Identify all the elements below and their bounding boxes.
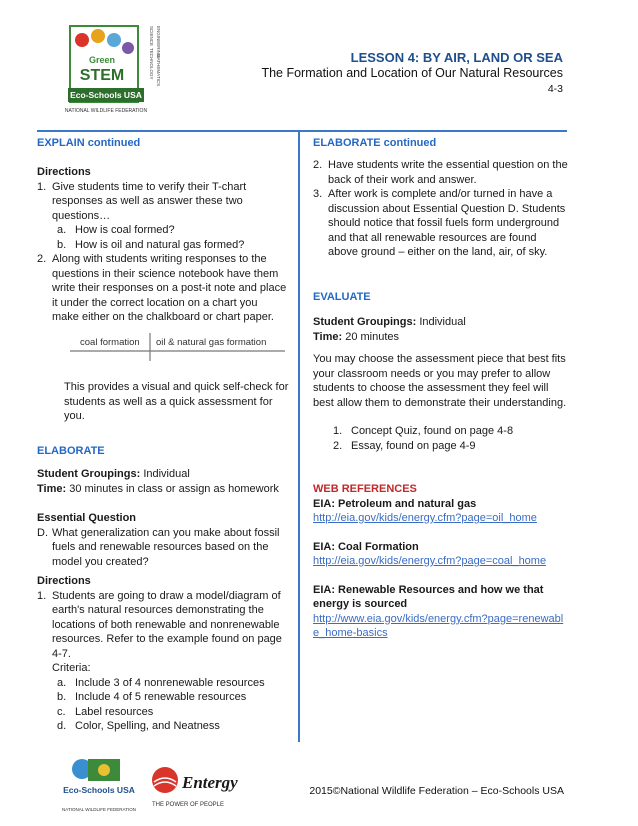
list-item: a. Include 3 of 4 nonrenewable resources bbox=[57, 676, 265, 689]
list-item: 2. Have students write the essential question on the back of their work and answer. bbox=[313, 159, 568, 186]
logo-stem-text: STEM bbox=[79, 67, 125, 84]
list-item: 1. Give students time to verify their T-chart responses as well as answer these two questions… bbox=[37, 180, 247, 222]
list-item: a. How is coal formed? bbox=[57, 224, 175, 236]
directions-heading: Directions bbox=[37, 166, 91, 178]
footer-nwf-text: NATIONAL WILDLIFE FEDERATION bbox=[62, 807, 136, 812]
logo-engineering-text: ENGINEERING bbox=[156, 26, 161, 58]
directions-heading: Directions bbox=[37, 575, 91, 587]
web-references-heading: WEB REFERENCES bbox=[313, 483, 417, 495]
column-divider bbox=[298, 132, 300, 742]
ref-title: EIA: Coal Formation bbox=[313, 540, 419, 553]
t-chart-example bbox=[70, 331, 285, 361]
elaborate-section bbox=[37, 444, 287, 459]
list-item: b. Include 4 of 5 renewable resources bbox=[57, 691, 247, 703]
evaluate-heading: EVALUATE bbox=[313, 291, 371, 303]
explain-directions bbox=[37, 165, 287, 325]
list-item: 3. After work is complete and/or turned in have a discussion about Essential Question D. Students should notice that fossil fuels form underground and that all renewable resources are found above ground – either on the land, air, of sky. bbox=[313, 188, 566, 258]
assessment-list bbox=[313, 424, 568, 453]
elaborate-directions bbox=[37, 574, 287, 734]
evaluate-section bbox=[313, 290, 568, 305]
ref-link-coal[interactable]: http://eia.gov/kids/energy.cfm?page=coal_home bbox=[313, 555, 547, 567]
logo-technology-text: TECHNOLOGY bbox=[149, 48, 154, 80]
page-number: 4-3 bbox=[547, 83, 563, 95]
logo-mathematics-text: MATHEMATICS bbox=[156, 54, 161, 87]
logo-green-text: Green bbox=[88, 55, 116, 65]
elaborate-continued-section bbox=[313, 136, 568, 151]
list-item: 1. Concept Quiz, found on page 4-8 bbox=[333, 425, 514, 437]
criteria-label: Criteria: bbox=[52, 662, 91, 674]
list-item: c. Label resources bbox=[57, 705, 154, 718]
groupings-line: Student Groupings: Individual bbox=[313, 316, 466, 328]
logo-ecoschools-text: Eco-Schools USA bbox=[70, 90, 142, 100]
header-rule bbox=[37, 130, 567, 132]
list-item: 2. Along with students writing responses to the questions in their science notebook have them write their responses on a post-it note and place it under the correct location on a chart you make either on the chalkboard or chart paper. bbox=[37, 253, 287, 323]
eco-schools-footer-logo bbox=[58, 755, 140, 817]
lesson-title: LESSON 4: BY AIR, LAND OR SEA bbox=[350, 50, 563, 65]
list-item: b. How is oil and natural gas formed? bbox=[57, 238, 245, 251]
time-line: Time: 30 minutes in class or assign as homework bbox=[37, 482, 279, 495]
ref-title: EIA: Renewable Resources and how we that energy is sourced bbox=[313, 583, 544, 610]
list-item: 1. Students are going to draw a model/diagram of earth's natural resources demonstrating the locations of both renewable and nonrenewable resources. Refer to the example found on page 4-7. bbox=[37, 589, 282, 660]
ref-link-renewable[interactable]: http://www.eia.gov/kids/energy.cfm?page=renewable_home-basics bbox=[313, 612, 564, 639]
time-line: Time: 20 minutes bbox=[313, 330, 400, 343]
essential-question-heading: Essential Question bbox=[37, 512, 137, 524]
list-item: 2. Essay, found on page 4-9 bbox=[333, 439, 476, 452]
ref-link-oil[interactable]: http://eia.gov/kids/energy.cfm?page=oil_home bbox=[313, 512, 537, 524]
entergy-name: Entergy bbox=[182, 773, 238, 792]
tchart-coal-label: coal formation bbox=[80, 337, 140, 348]
list-item: D. What generalization can you make about fossil fuels and renewable resources based on the model you created? bbox=[37, 526, 280, 568]
elaborate-continued-list bbox=[313, 158, 568, 260]
elaborate-heading: ELABORATE bbox=[37, 445, 105, 457]
copyright-text: 2015©National Wildlife Federation – Eco-Schools USA bbox=[309, 785, 564, 797]
logo-science-text: SCIENCE bbox=[149, 26, 154, 47]
footer-ecoschools-text: Eco-Schools USA bbox=[63, 785, 135, 795]
web-references-section bbox=[313, 482, 568, 641]
selfcheck-note: This provides a visual and quick self-check for students as well as a quick assessment for you. bbox=[64, 381, 289, 422]
assessment-text: You may choose the assessment piece that best fits your classroom needs or you may prefer to allow students to choose the assessment they feel will best allow them to demonstrate their understanding. bbox=[313, 353, 567, 409]
explain-continued-section bbox=[37, 136, 287, 151]
lesson-subtitle: The Formation and Location of Our Natural Resources bbox=[261, 66, 563, 80]
groupings-line: Student Groupings: Individual bbox=[37, 468, 190, 480]
explain-heading: EXPLAIN continued bbox=[37, 137, 141, 149]
entergy-logo bbox=[150, 762, 260, 812]
evaluate-details bbox=[313, 315, 568, 344]
elaborate-details bbox=[37, 467, 297, 496]
list-item: d. Color, Spelling, and Neatness bbox=[57, 720, 220, 732]
elaborate-continued-heading: ELABORATE continued bbox=[313, 137, 437, 149]
logo-nwf-text: NATIONAL WILDLIFE FEDERATION bbox=[64, 108, 148, 114]
entergy-tagline: THE POWER OF PEOPLE bbox=[152, 802, 225, 808]
ref-title: EIA: Petroleum and natural gas bbox=[313, 497, 477, 510]
tchart-oil-label: oil & natural gas formation bbox=[156, 337, 267, 348]
essential-question-block bbox=[37, 511, 287, 569]
green-stem-logo bbox=[62, 18, 162, 126]
